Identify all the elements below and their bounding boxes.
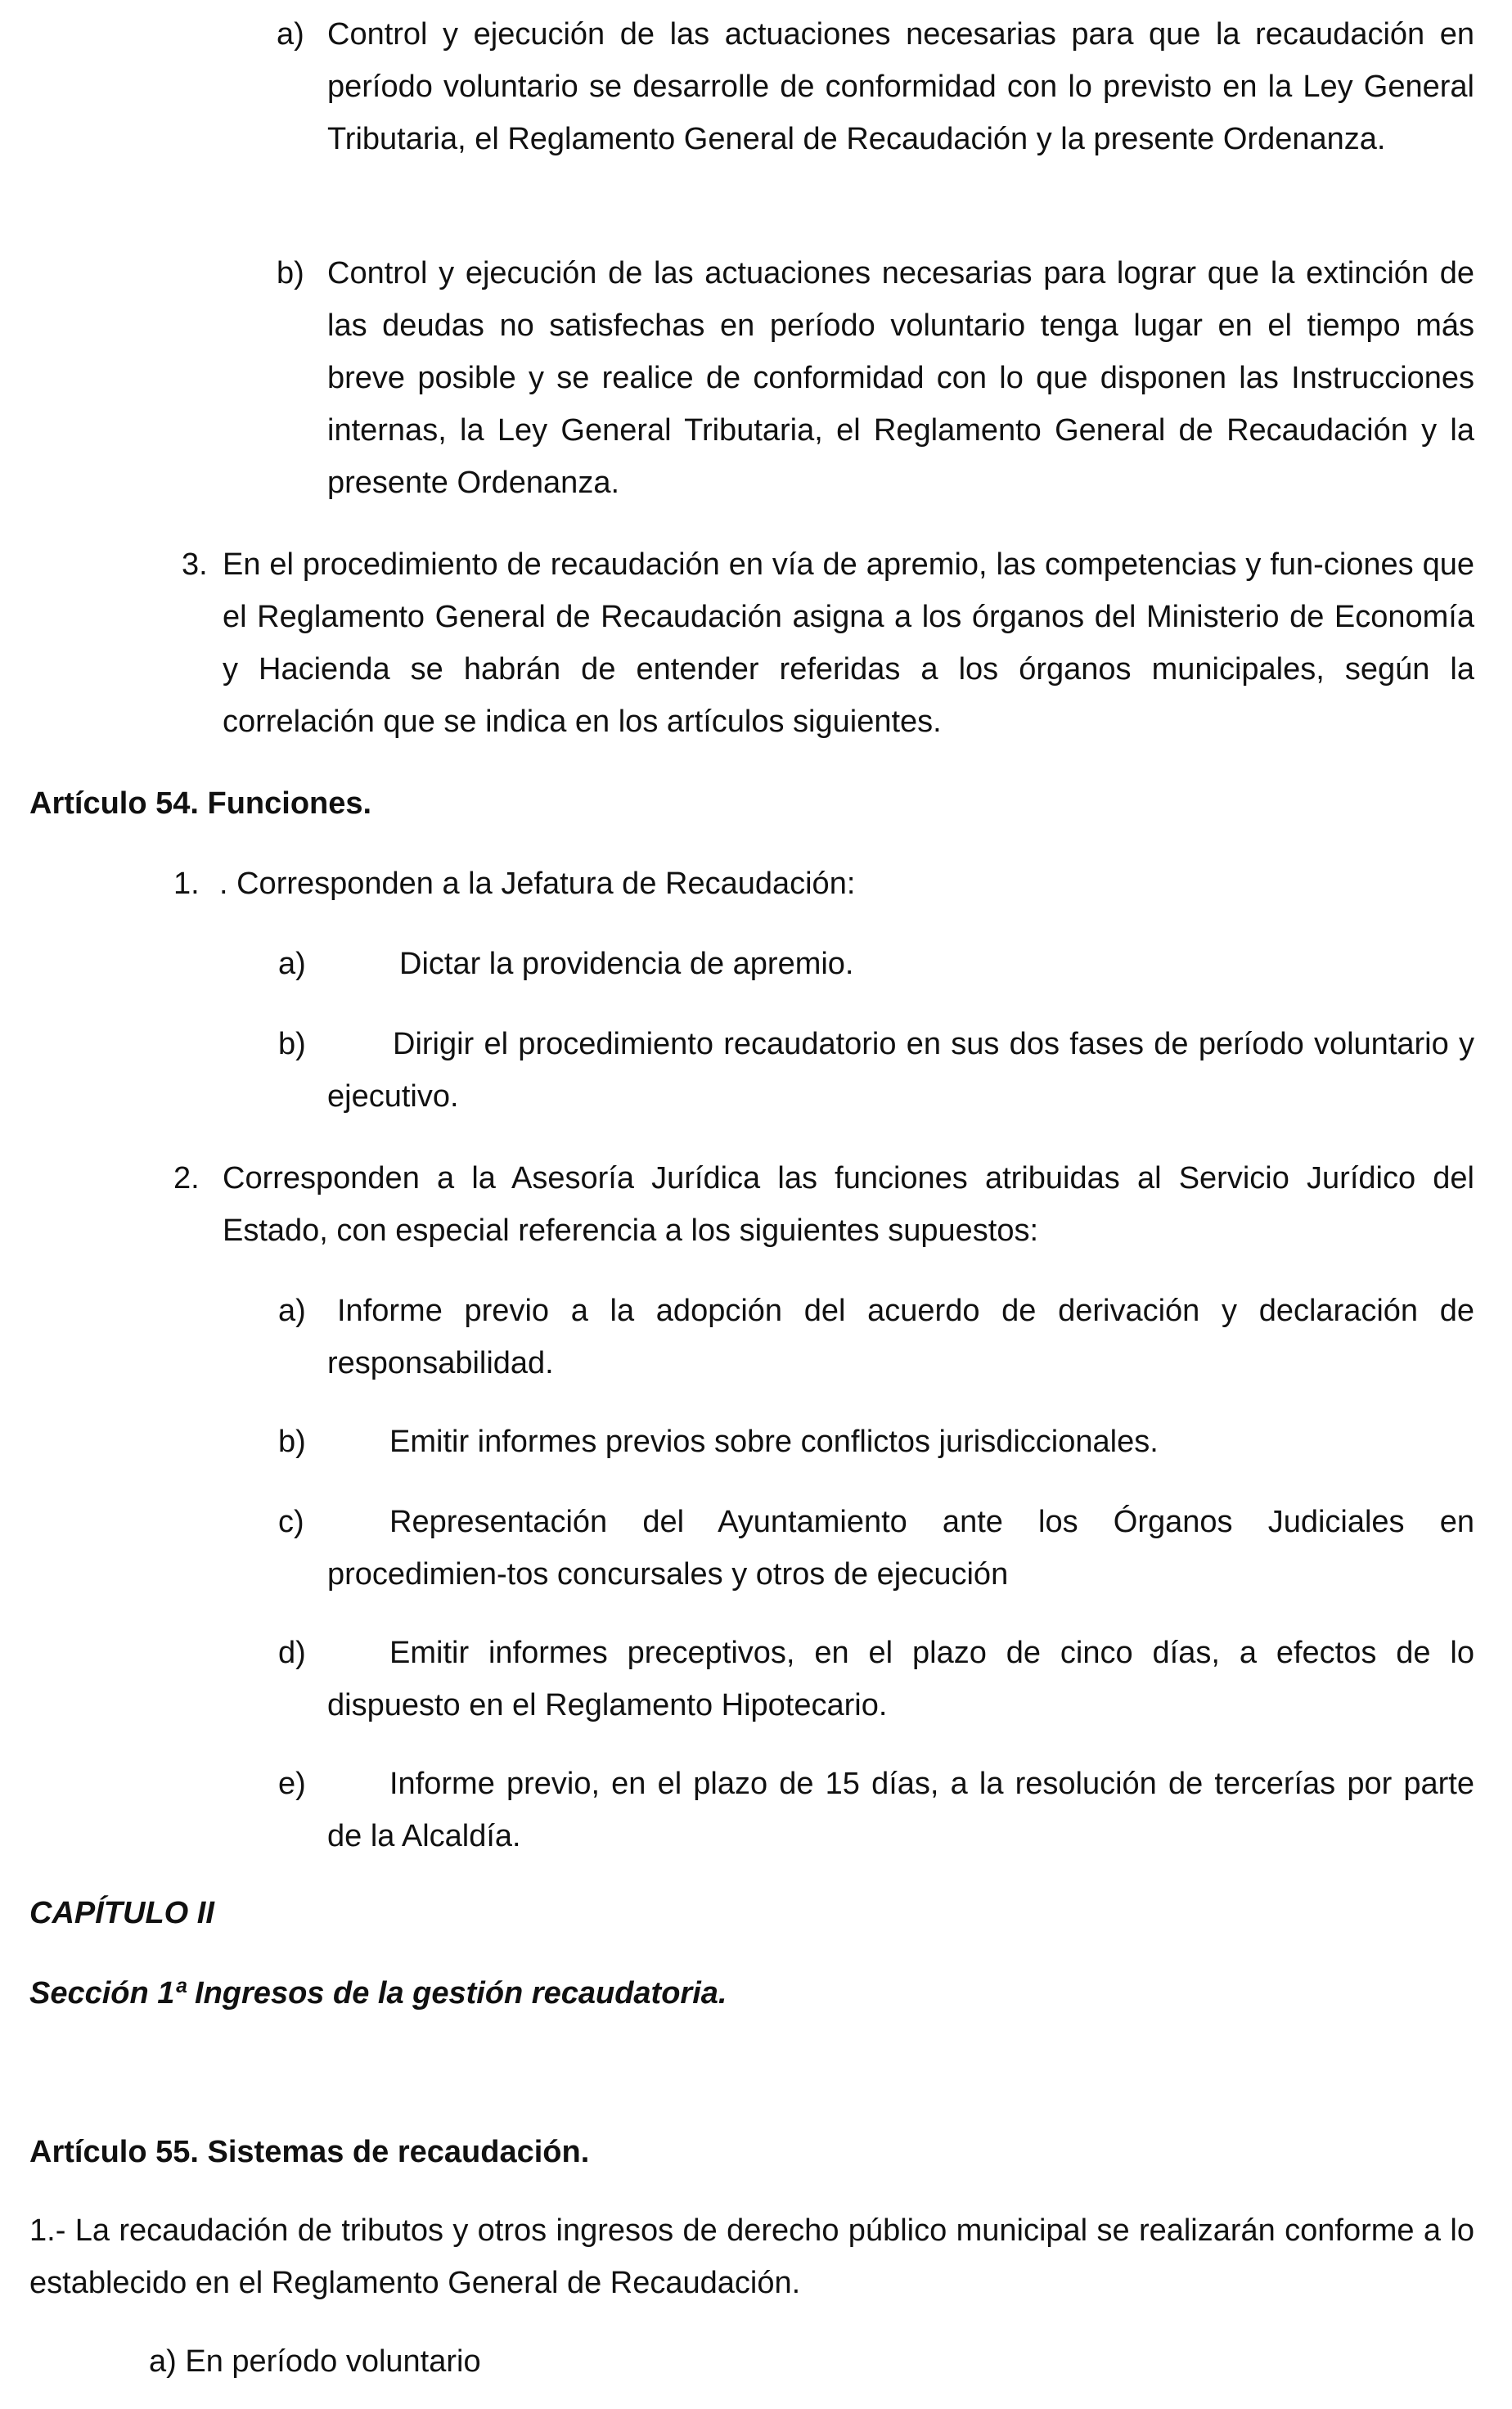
item-text: Dirigir el procedimiento recaudatorio en sus dos fases de período voluntario y ejecutivo. — [327, 1027, 1474, 1114]
item-label: b) — [278, 1027, 306, 1061]
list-item-b — [278, 1416, 1474, 1468]
item-text: Dictar la providencia de apremio. — [399, 947, 854, 981]
item-label: a) — [277, 17, 304, 52]
list-item-a — [278, 938, 1474, 990]
list-item-b — [278, 1018, 1474, 1123]
item-label: a) — [278, 1294, 306, 1328]
paragraph-1 — [173, 858, 1474, 910]
item-text: Control y ejecución de las actuaciones necesarias para que la recaudación en período voluntario se desarrolle de conformidad con lo previsto en la Ley General Tributaria, el Reglamento General de Recaudación y la presente Ordenanza. — [327, 17, 1474, 156]
item-text: En el procedimiento de recaudación en vía de apremio, las competencias y fun-ciones que el Reglamento General de Recaudación asigna a los órganos del Ministerio de Economía y Hacienda se habrán de entender referidas a los órganos municipales, según la correlación que se indica en los artículos siguientes. — [223, 547, 1474, 739]
paragraph-2 — [173, 1152, 1474, 1257]
chapter-title: CAPÍTULO II — [29, 1896, 214, 1930]
item-label: b) — [278, 1425, 306, 1459]
list-item-b — [277, 247, 1474, 509]
list-item-a — [278, 1285, 1474, 1389]
item-label: 3. — [182, 547, 208, 582]
item-text: Emitir informes preceptivos, en el plazo de cinco días, a efectos de lo dispuesto en el Reglamento Hipotecario. — [327, 1636, 1474, 1722]
list-item-c — [278, 1496, 1474, 1601]
item-label: a) — [278, 947, 306, 981]
item-text: Representación del Ayuntamiento ante los Órganos Judiciales en procedimien-tos concursales y otros de ejecución — [327, 1505, 1474, 1592]
item-text: Emitir informes previos sobre conflictos jurisdiccionales. — [389, 1425, 1159, 1459]
list-item-e — [278, 1758, 1474, 1862]
item-text: Corresponden a la Asesoría Jurídica las funciones atribuidas al Servicio Jurídico del Estado, con especial referencia a los siguientes supuestos: — [223, 1161, 1474, 1248]
item-label: e) — [278, 1767, 306, 1801]
item-text: Informe previo a la adopción del acuerdo de derivación y declaración de responsabilidad. — [327, 1294, 1474, 1380]
list-item-d — [278, 1627, 1474, 1731]
article-55-paragraph-1: 1.- La recaudación de tributos y otros ingresos de derecho público municipal se realizarán conforme a lo establecido en el Reglamento General de Recaudación. — [29, 2213, 1474, 2300]
item-text: . Corresponden a la Jefatura de Recaudación: — [219, 867, 856, 901]
paragraph-3 — [182, 538, 1474, 748]
item-label: d) — [278, 1636, 306, 1670]
item-label: c) — [278, 1505, 304, 1539]
item-text: Control y ejecución de las actuaciones necesarias para lograr que la extinción de las deudas no satisfechas en período voluntario tenga lugar en el tiempo más breve posible y se realice de conformidad con lo que disponen las Instrucciones internas, la Ley General Tributaria, el Reglamento General de Recaudación y la presente Ordenanza. — [327, 256, 1474, 500]
item-label: b) — [277, 256, 304, 290]
article-54-title: Artículo 54. Funciones. — [29, 786, 372, 821]
item-label: 1. — [173, 867, 200, 901]
article-55-title: Artículo 55. Sistemas de recaudación. — [29, 2135, 590, 2169]
article-55-item-a: a) En período voluntario — [149, 2344, 481, 2379]
item-text: Informe previo, en el plazo de 15 días, a la resolución de tercerías por parte de la Alcaldía. — [327, 1767, 1474, 1853]
item-label: 2. — [173, 1161, 200, 1195]
section-title: Sección 1ª Ingresos de la gestión recaudatoria. — [29, 1976, 727, 2011]
list-item-a — [277, 8, 1474, 165]
